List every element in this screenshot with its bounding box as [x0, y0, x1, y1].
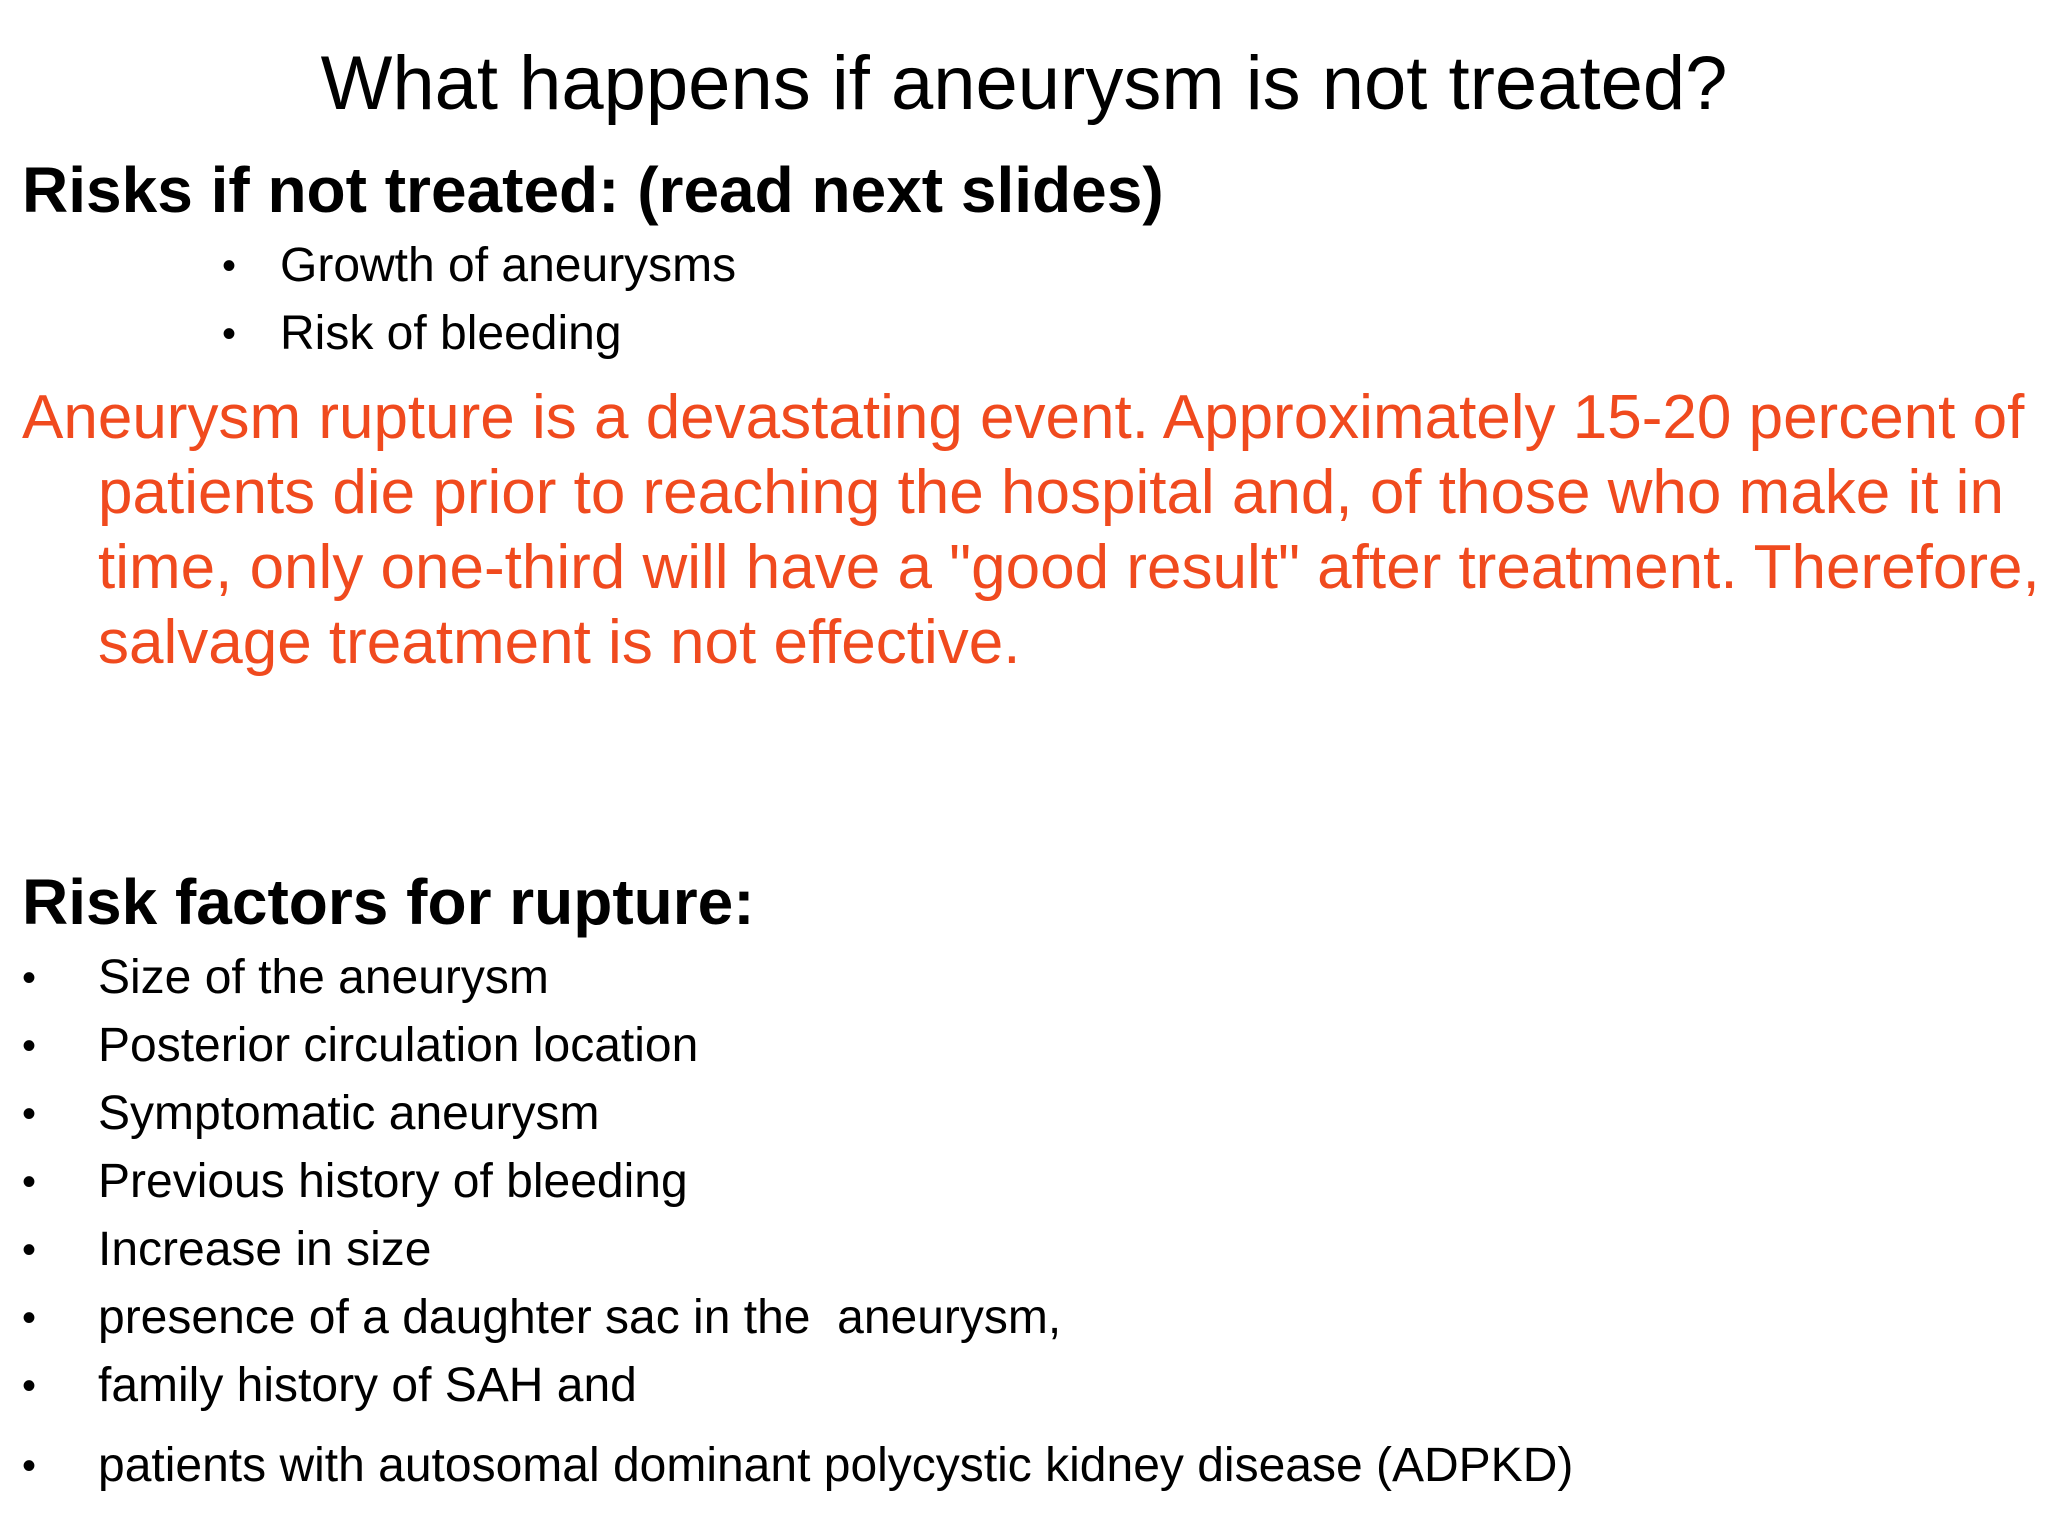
list-item	[22, 1216, 1573, 1284]
list-item	[22, 1284, 1573, 1352]
list-item	[22, 944, 1573, 1012]
list-item-text: Growth of aneurysms	[280, 239, 737, 292]
rupture-warning-text: Aneurysm rupture is a devastating event. Approximately 15-20 percent of patients die prior to reaching the hospital and, of those who make it in time, only one-third will have a "good result" after treatment. Therefore, salvage treatment is not effective.	[22, 383, 2040, 677]
list-item	[22, 1080, 1573, 1148]
bullet-icon: •	[222, 244, 237, 288]
risks-heading: Risks if not treated: (read next slides)	[22, 154, 1164, 226]
bullet-icon: •	[22, 1444, 37, 1488]
list-item	[222, 300, 736, 368]
list-item-text: Increase in size	[98, 1223, 432, 1276]
bullet-icon: •	[22, 1092, 37, 1136]
list-item-text: family history of SAH and	[98, 1359, 637, 1412]
list-item	[22, 1148, 1573, 1216]
list-item-text: patients with autosomal dominant polycystic kidney disease (ADPKD)	[98, 1439, 1574, 1492]
list-item-text: Risk of bleeding	[280, 307, 622, 360]
list-item-text: presence of a daughter sac in the aneurysm,	[98, 1291, 1062, 1344]
bullet-icon: •	[22, 1296, 37, 1340]
bullet-icon: •	[22, 1228, 37, 1272]
list-item	[222, 232, 736, 300]
bullet-icon: •	[22, 1364, 37, 1408]
bullet-icon: •	[222, 312, 237, 356]
list-item-text: Symptomatic aneurysm	[98, 1087, 600, 1140]
bullet-icon: •	[22, 956, 37, 1000]
risks-list	[222, 232, 736, 368]
list-item	[22, 1352, 1573, 1420]
risk-factors-heading: Risk factors for rupture:	[22, 866, 755, 938]
list-item	[22, 1012, 1573, 1080]
list-item	[22, 1432, 1573, 1500]
bullet-icon: •	[22, 1024, 37, 1068]
risk-factors-list	[22, 944, 1573, 1500]
bullet-icon: •	[22, 1160, 37, 1204]
list-item-text: Previous history of bleeding	[98, 1155, 688, 1208]
slide-title: What happens if aneurysm is not treated?	[320, 41, 1728, 126]
list-item-text: Size of the aneurysm	[98, 951, 549, 1004]
list-item-text: Posterior circulation location	[98, 1019, 699, 1072]
